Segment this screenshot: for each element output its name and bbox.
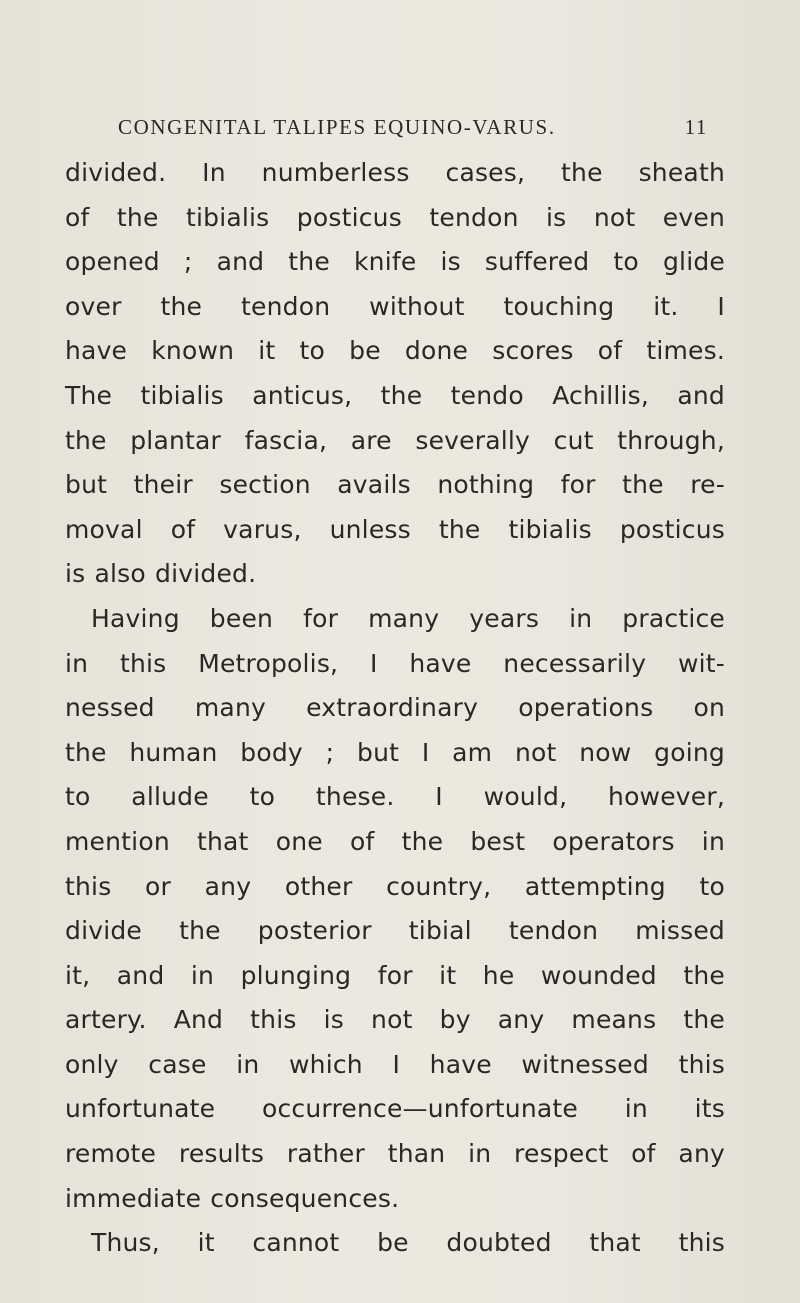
text-line-10: is also divided. <box>65 559 257 589</box>
running-head-title: CONGENITAL TALIPES EQUINO-VARUS. <box>118 115 556 139</box>
text-line-20: artery. And this is not by any means the <box>65 1005 725 1035</box>
text-line-13: nessed many extraordinary operations on <box>65 693 725 723</box>
text-line-2: of the tibialis posticus tendon is not even <box>65 202 725 232</box>
text-line-7: the plantar fascia, are severally cut through, <box>65 425 725 455</box>
running-head <box>118 109 708 145</box>
text-line-3: opened ; and the knife is suffered to glide <box>65 247 725 277</box>
text-line-25: Thus, it cannot be doubted that this <box>91 1228 725 1258</box>
text-line-9: moval of varus, unless the tibialis posticus <box>65 514 725 544</box>
text-line-14: the human body ; but I am not now going <box>65 737 725 767</box>
text-line-16: mention that one of the best operators in <box>65 826 725 856</box>
text-line-11: Having been for many years in practice <box>91 603 725 633</box>
text-line-24: immediate consequences. <box>65 1183 400 1213</box>
text-line-1: divided. In numberless cases, the sheath <box>65 158 725 187</box>
text-line-22: unfortunate occurrence—unfortunate in its <box>65 1094 725 1124</box>
text-line-8: but their section avails nothing for the re- <box>65 470 725 500</box>
text-line-19: it, and in plunging for it he wounded the <box>65 960 725 990</box>
text-line-23: remote results rather than in respect of any <box>65 1139 725 1169</box>
text-line-15: to allude to these. I would, however, <box>65 782 725 812</box>
text-line-21: only case in which I have witnessed this <box>65 1049 725 1079</box>
text-line-6: The tibialis anticus, the tendo Achillis, and <box>65 380 725 410</box>
body-text <box>65 151 725 1266</box>
text-line-18: divide the posterior tibial tendon missed <box>65 916 725 946</box>
page-number: 11 <box>684 115 708 139</box>
text-line-12: in this Metropolis, I have necessarily wit- <box>65 648 725 678</box>
text-line-5: have known it to be done scores of times. <box>65 336 725 366</box>
text-line-4: over the tendon without touching it. I <box>65 291 725 321</box>
text-line-17: this or any other country, attempting to <box>65 871 725 901</box>
